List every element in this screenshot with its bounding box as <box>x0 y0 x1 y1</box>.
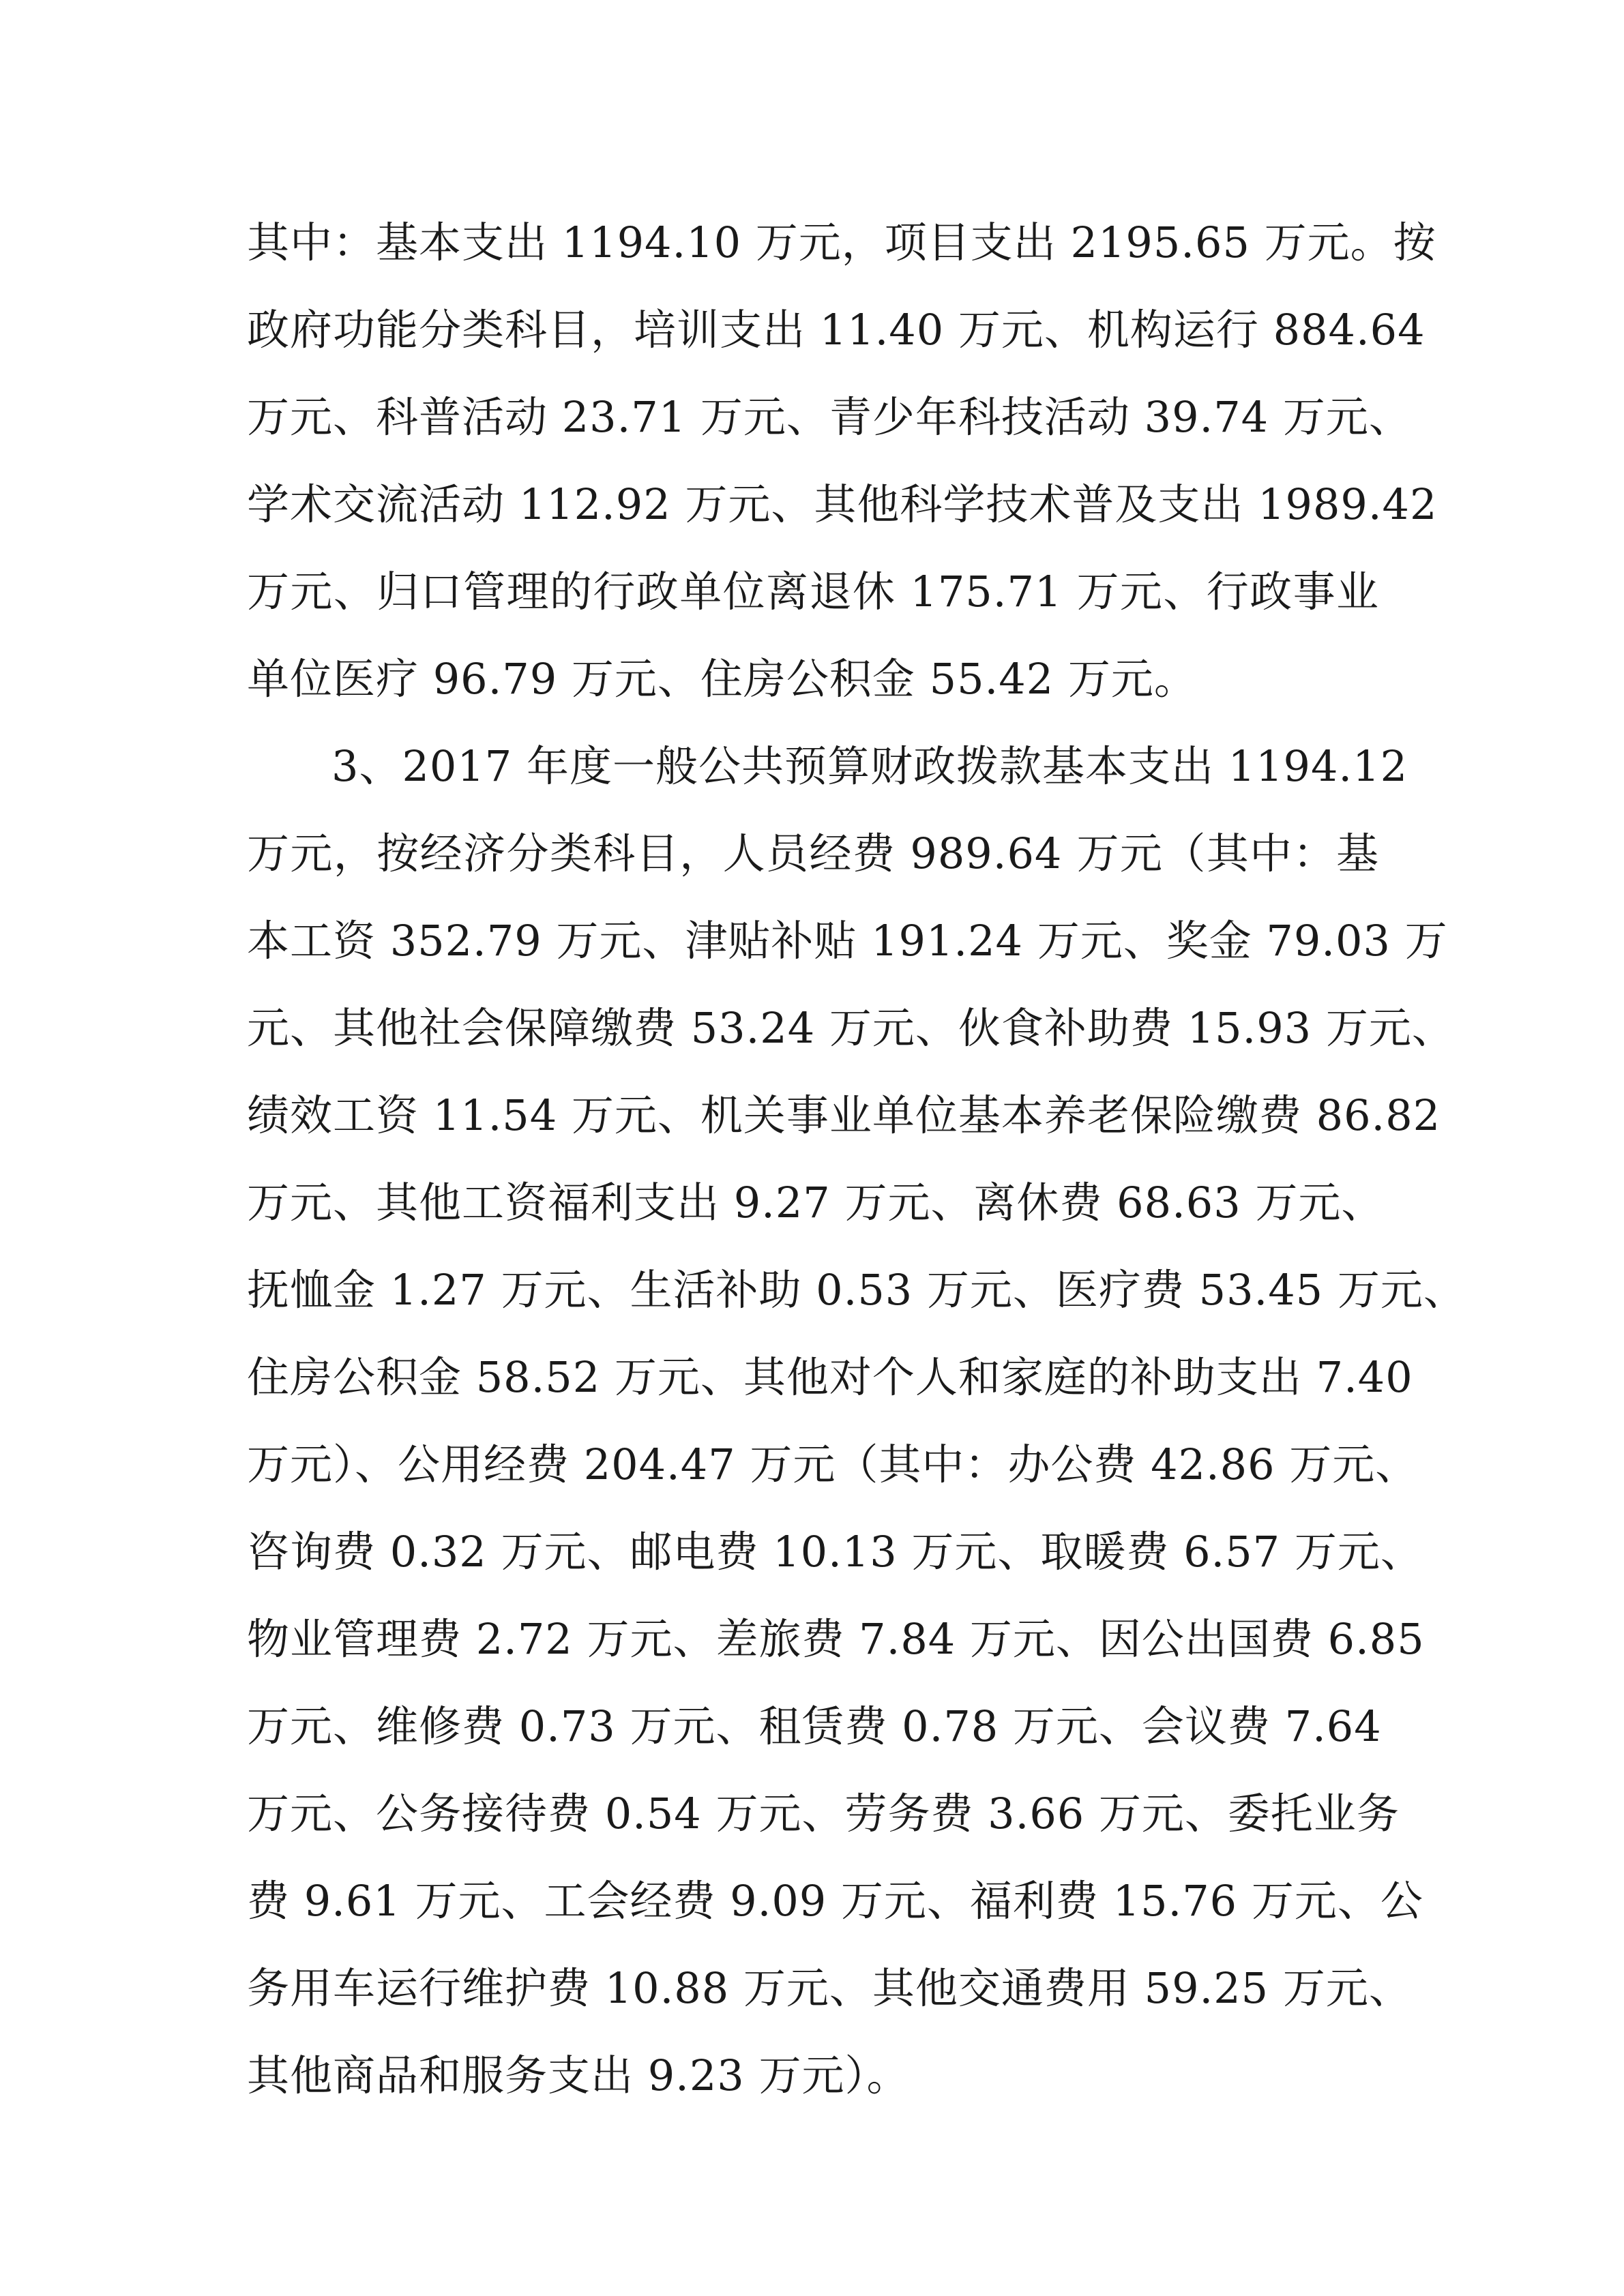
paragraph-1-line: 学术交流活动 112.92 万元、其他科学技术普及支出 1989.42 <box>247 479 1438 529</box>
paragraph-2-line: 万元，按经济分类科目，人员经费 989.64 万元（其中：基 <box>247 829 1379 878</box>
paragraph-2-line: 万元、维修费 0.73 万元、租赁费 0.78 万元、会议费 7.64 <box>247 1701 1382 1751</box>
document-body <box>247 199 1466 2119</box>
paragraph-2-line: 本工资 352.79 万元、津贴补贴 191.24 万元、奖金 79.03 万 <box>247 916 1448 966</box>
paragraph-1-line: 其中：基本支出 1194.10 万元，项目支出 2195.65 万元。按 <box>247 218 1436 267</box>
paragraph-2-line: 费 9.61 万元、工会经费 9.09 万元、福利费 15.76 万元、公 <box>247 1876 1423 1926</box>
paragraph-1-line: 万元、科普活动 23.71 万元、青少年科技活动 39.74 万元、 <box>247 392 1412 442</box>
paragraph-2-line: 其他商品和服务支出 9.23 万元）。 <box>247 2051 910 2100</box>
paragraph-2-line: 抚恤金 1.27 万元、生活补助 0.53 万元、医疗费 53.45 万元、 <box>247 1265 1466 1315</box>
paragraph-2-line: 咨询费 0.32 万元、邮电费 10.13 万元、取暖费 6.57 万元、 <box>247 1527 1423 1577</box>
paragraph-2-line: 万元、其他工资福利支出 9.27 万元、离休费 68.63 万元、 <box>247 1178 1385 1227</box>
paragraph-1-line: 单位医疗 96.79 万元、住房公积金 55.42 万元。 <box>247 654 1197 704</box>
paragraph-2-line: 住房公积金 58.52 万元、其他对个人和家庭的补助支出 7.40 <box>247 1352 1413 1402</box>
paragraph-1-line: 政府功能分类科目，培训支出 11.40 万元、机构运行 884.64 <box>247 305 1426 355</box>
paragraph-2-line: 绩效工资 11.54 万元、机关事业单位基本养老保险缴费 86.82 <box>247 1090 1441 1140</box>
paragraph-2-line: 务用车运行维护费 10.88 万元、其他交通费用 59.25 万元、 <box>247 1963 1412 2013</box>
paragraph-1-line: 万元、归口管理的行政单位离退休 175.71 万元、行政事业 <box>247 567 1379 616</box>
paragraph-1 <box>247 199 1438 723</box>
paragraph-2-line: 元、其他社会保障缴费 53.24 万元、伙食补助费 15.93 万元、 <box>247 1003 1455 1053</box>
paragraph-2-line: 万元、公务接待费 0.54 万元、劳务费 3.66 万元、委托业务 <box>247 1789 1400 1838</box>
paragraph-2-line: 万元）、公用经费 204.47 万元（其中：办公费 42.86 万元、 <box>247 1440 1419 1489</box>
paragraph-2-line: 3、2017 年度一般公共预算财政拨款基本支出 1194.12 <box>331 741 1408 791</box>
paragraph-2-line: 物业管理费 2.72 万元、差旅费 7.84 万元、因公出国费 6.85 <box>247 1614 1425 1664</box>
paragraph-2 <box>247 723 1466 2119</box>
